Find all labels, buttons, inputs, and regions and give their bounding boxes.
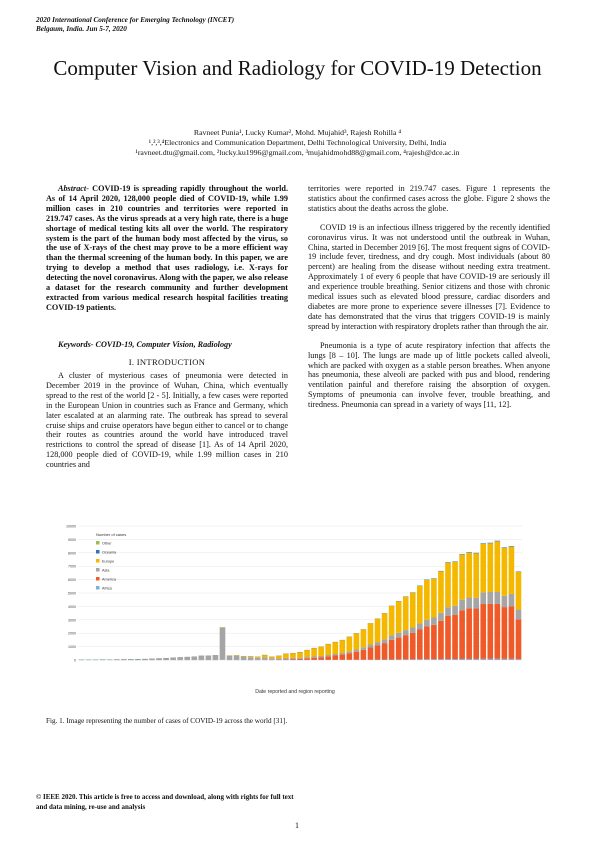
author-names: Ravneet Punia¹, Lucky Kumar², Mohd. Mujahid³, Rajesh Rohilla ⁴ <box>193 128 402 137</box>
legend-swatch <box>96 559 100 563</box>
legend-swatch <box>96 550 100 554</box>
legend-swatch <box>96 541 100 545</box>
bar-segment-africa <box>487 659 493 660</box>
bar-segment-america <box>382 643 388 659</box>
bar-segment-asia <box>375 642 381 645</box>
bar-segment-america <box>445 616 451 659</box>
bar-segment-europe <box>396 601 402 633</box>
bar-segment-africa <box>396 659 402 660</box>
conference-header <box>36 16 234 34</box>
bar-segment-europe <box>438 571 444 612</box>
bar-segment-asia <box>318 656 324 657</box>
bar-segment-europe <box>410 593 416 628</box>
bar-segment-america <box>424 626 430 659</box>
bar-segment-america <box>304 658 310 660</box>
bar-segment-america <box>403 635 409 659</box>
bar-segment-africa <box>424 659 430 660</box>
bar-segment-asia <box>220 628 226 660</box>
bar-segment-america <box>431 625 437 659</box>
bar-segment-asia <box>445 607 451 616</box>
bar-segment-asia <box>149 659 155 660</box>
bar-segment-africa <box>473 659 479 660</box>
keywords-text: Keywords- COVID-19, Computer Vision, Radiology <box>58 340 232 349</box>
bar-segment-asia <box>269 658 275 659</box>
bar-segment-asia <box>241 657 247 660</box>
bar-segment-europe <box>262 655 268 657</box>
chart-bars <box>79 541 522 660</box>
y-tick-label: 9000 <box>68 537 76 542</box>
bar-segment-oceania <box>466 552 472 553</box>
bar-segment-africa <box>410 659 416 660</box>
y-axis-ticks <box>66 525 76 663</box>
bar-segment-europe <box>361 629 367 647</box>
bar-segment-asia <box>262 657 268 659</box>
bar-segment-asia <box>311 657 317 658</box>
paragraph: COVID 19 is an infectious illness triggered by the recently identified coronavirus virus. It was not understood until the outbreak in Wuhan, China, started in December 2019 [6]. The most frequent signs of COVID-19 include fever, tiredness, and dry cough. Most individuals (about 80 percent) are healing from the disease without needing extra treatment. Approximately 1 of every 6 people that have COVID-19 are seriously ill and experience trouble breathing. Senior citizens and those with chronic medical issues such as elevated blood pressure, cardiac disorders and diabetes are more prone to experience severe illnesses [7]. Evidence to date has demonstrated that the virus that triggers COVID-19 is mainly spread by interaction with respiratory droplets rather than through the air. <box>308 222 551 331</box>
copyright-notice: © IEEE 2020. This article is free to access and download, along with rights for full text and data mining, re-use and analysis <box>36 793 294 811</box>
author-emails: ¹ravneet.dtu@gmail.com, ²lucky.ku1996@gmail.com, ³mujahidmohd88@gmail.com, ⁴rajesh@dce.ac.in <box>135 148 460 157</box>
bar-segment-asia <box>325 655 331 656</box>
bar-segment-asia <box>502 596 508 607</box>
y-tick-label: 7000 <box>68 564 76 569</box>
bar-segment-america <box>354 652 360 660</box>
bar-segment-asia <box>156 658 162 660</box>
y-tick-label: 0 <box>74 658 76 663</box>
bar-segment-asia <box>424 620 430 626</box>
y-tick-label: 8000 <box>68 551 76 556</box>
bar-segment-america <box>325 656 331 660</box>
bar-segment-africa <box>389 659 395 660</box>
bar-segment-asia <box>283 658 289 659</box>
page-number: 1 <box>295 821 299 830</box>
bar-segment-europe <box>325 644 331 655</box>
conference-location: Belgaum, India. Jun 5-7, 2020 <box>36 25 127 33</box>
bar-segment-europe <box>375 619 381 642</box>
bar-segment-asia <box>290 658 296 659</box>
y-tick-label: 2000 <box>68 631 76 636</box>
bar-segment-america <box>375 645 381 659</box>
bar-segment-africa <box>438 659 444 660</box>
bar-segment-america <box>361 650 367 660</box>
bar-segment-europe <box>311 648 317 657</box>
figure-1-chart <box>60 520 526 700</box>
bar-segment-america <box>283 659 289 660</box>
y-tick-label: 6000 <box>68 578 76 583</box>
bar-segment-america <box>347 653 353 660</box>
legend-label: Asia <box>102 568 110 573</box>
legend-label: America <box>102 577 116 582</box>
bar-segment-europe <box>304 650 310 657</box>
bar-segment-america <box>459 610 465 659</box>
bar-segment-africa <box>466 659 472 660</box>
bar-segment-america <box>509 606 515 658</box>
legend-label: Other <box>102 541 112 546</box>
bar-segment-america <box>368 647 374 659</box>
chart-legend <box>96 532 126 591</box>
bar-segment-asia <box>227 656 233 660</box>
bar-segment-asia <box>206 656 212 660</box>
bar-segment-america <box>473 609 479 659</box>
bar-segment-america <box>389 640 395 660</box>
intro-left-column <box>46 371 288 470</box>
bar-segment-africa <box>516 659 522 660</box>
bar-segment-asia <box>487 592 493 604</box>
bar-segment-asia <box>332 654 338 655</box>
paragraph: A cluster of mysterious cases of pneumonia were detected in December 2019 in the province of Wuhan, China, which eventually spread to the rest of the world [2 - 5]. Initially, a few cases were reported in the European Union in countries such as France and Germany, which later escalated at an alarming rate. The outbreak has spread to several cruise ships and cruise operators have begun either to cancel or to change their routes as countries around the world have introduced travel restrictions to control the spread of disease [1]. As of 14 April 2020, 128,000 people died of COVID-19, while 1.99 million cases in 210 countries and <box>46 371 288 470</box>
y-tick-label: 10000 <box>66 524 76 529</box>
bar-segment-africa <box>417 659 423 660</box>
bar-segment-asia <box>255 658 261 660</box>
bar-segment-oceania <box>502 547 508 548</box>
intro-right-column <box>308 184 550 410</box>
bar-segment-asia <box>410 628 416 633</box>
bar-segment-africa <box>502 659 508 660</box>
bar-segment-europe <box>516 572 522 610</box>
bar-segment-oceania <box>480 543 486 544</box>
abstract <box>46 184 288 313</box>
bar-segment-asia <box>382 639 388 643</box>
abstract-lead: Abstract- <box>58 184 89 193</box>
bar-segment-europe <box>403 597 409 630</box>
legend-swatch <box>96 577 100 581</box>
bar-segment-africa <box>495 659 501 660</box>
bar-segment-europe <box>339 640 345 653</box>
bar-segment-america <box>466 608 472 659</box>
bar-segment-europe <box>290 653 296 658</box>
bar-segment-africa <box>403 659 409 660</box>
bar-segment-europe <box>480 544 486 592</box>
bar-segment-asia <box>199 656 205 660</box>
stacked-bar-chart <box>60 520 526 700</box>
bar-segment-asia <box>368 645 374 648</box>
bar-segment-asia <box>417 624 423 630</box>
bar-segment-europe <box>466 553 472 598</box>
bar-segment-america <box>297 659 303 660</box>
bar-segment-america <box>410 633 416 659</box>
bar-segment-oceania <box>495 541 501 542</box>
bar-segment-europe <box>354 633 360 649</box>
bar-segment-asia <box>509 594 515 607</box>
bar-segment-asia <box>339 653 345 655</box>
bar-segment-africa <box>445 659 451 660</box>
bar-segment-asia <box>495 592 501 604</box>
figure-caption: Fig. 1. Image representing the number of cases of COVID-19 across the world [31]. <box>46 717 288 725</box>
bar-segment-europe <box>318 647 324 656</box>
bar-segment-america <box>516 619 522 659</box>
bar-segment-africa <box>459 659 465 660</box>
bar-segment-america <box>480 604 486 659</box>
section-heading: I. INTRODUCTION <box>128 357 206 367</box>
bar-segment-asia <box>347 651 353 653</box>
legend-title: Number of cases <box>96 532 127 537</box>
bar-segment-america <box>502 607 508 659</box>
bar-segment-europe <box>283 654 289 658</box>
bar-segment-europe <box>445 563 451 608</box>
bar-segment-america <box>417 630 423 660</box>
bar-segment-asia <box>361 647 367 649</box>
bar-segment-asia <box>438 613 444 621</box>
bar-segment-asia <box>297 658 303 659</box>
bar-segment-america <box>452 615 458 659</box>
bar-segment-africa <box>509 659 515 660</box>
bar-segment-europe <box>473 553 479 597</box>
bar-segment-europe <box>347 637 353 652</box>
bar-segment-asia <box>276 658 282 659</box>
keywords <box>46 340 288 350</box>
bar-segment-oceania <box>473 553 479 554</box>
bar-segment-asia <box>248 657 254 660</box>
bar-segment-europe <box>495 541 501 592</box>
bar-segment-europe <box>297 652 303 658</box>
bar-segment-europe <box>431 579 437 618</box>
author-block <box>40 128 555 158</box>
bar-segment-asia <box>354 650 360 652</box>
paper-title: Computer Vision and Radiology for COVID-19 Detection <box>53 56 542 80</box>
bar-segment-europe <box>509 547 515 594</box>
bar-segment-europe <box>487 543 493 592</box>
y-tick-label: 1000 <box>68 645 76 650</box>
paragraph: Pneumonia is a type of acute respiratory infection that affects the lungs [8 – 10]. The lungs are made up of little pockets called alveoli, which are packed with oxygen as a stable person breathes. When anyone has pneumonia, these alveoli are packed with pus and blood, rendering ventilation painful and therefore raising the absorption of oxygen. Symptoms of pneumonia can involve fever, trouble breathing, and tiredness. Pneumonia can spread in a variety of ways [11, 12]. <box>308 340 550 410</box>
bar-segment-europe <box>382 613 388 639</box>
bar-segment-america <box>396 638 402 660</box>
bar-segment-oceania <box>459 554 465 555</box>
bar-segment-europe <box>502 548 508 596</box>
bar-segment-asia <box>213 655 219 660</box>
bar-segment-asia <box>191 657 197 660</box>
bar-segment-asia <box>403 630 409 635</box>
bar-segment-asia <box>459 600 465 611</box>
bar-segment-europe <box>276 656 282 659</box>
bar-segment-oceania <box>487 543 493 544</box>
bar-segment-africa <box>431 659 437 660</box>
legend-swatch <box>96 586 100 590</box>
bar-segment-europe <box>417 586 423 624</box>
bar-segment-africa <box>480 659 486 660</box>
y-tick-label: 3000 <box>68 618 76 623</box>
bar-segment-asia <box>177 657 183 660</box>
bar-segment-america <box>290 659 296 660</box>
bar-segment-asia <box>184 657 190 660</box>
bar-segment-america <box>339 655 345 660</box>
legend-label: Oceania <box>102 550 117 555</box>
bar-segment-america <box>495 604 501 659</box>
bar-segment-europe <box>459 555 465 600</box>
author-affiliation: ¹,²,³,⁴Electronics and Communication Department, Delhi Technological University, Delhi, India <box>148 138 447 147</box>
paragraph: territories were reported in 219.747 cases. Figure 1 represents the statistics about the confirmed cases across the globe. Figure 2 shows the statistics about the deaths across the globe. <box>308 184 550 213</box>
bar-segment-america <box>318 657 324 660</box>
bar-segment-europe <box>269 657 275 659</box>
bar-segment-asia <box>452 606 458 615</box>
bar-segment-asia <box>466 597 472 608</box>
bar-segment-africa <box>452 659 458 660</box>
bar-segment-america <box>311 658 317 660</box>
x-axis-label: Date reported and region reporting <box>255 689 335 695</box>
legend-swatch <box>96 568 100 572</box>
bar-segment-america <box>487 604 493 659</box>
abstract-body: COVID-19 is spreading rapidly throughout the world. As of 14 April 2020, 128,000 people died of COVID-19, while 1.99 million cases in 210 countries and territories were reported in 219.747 cases. As the virus spreads at a very high rate, there is a huge shortage of medical testing kits all over the world. The respiratory system is the part of the human body most affected by the virus, so the use of X-rays of the chest may prove to be a more efficient way than the thermal screening of the human body. In this paper, we are trying to develop a method that uses radiology, i.e. X-rays for detecting the novel coronavirus. Along with the paper, we also release a dataset for the research community and further development extracted from various medical research hospital facilities treating COVID-19 patients. <box>46 184 288 312</box>
bar-segment-oceania <box>509 546 515 547</box>
legend-label: Europe <box>102 559 115 564</box>
bar-segment-asia <box>389 636 395 640</box>
bar-segment-europe <box>389 606 395 636</box>
bar-segment-asia <box>431 617 437 624</box>
y-tick-label: 4000 <box>68 604 76 609</box>
bar-segment-europe <box>452 562 458 606</box>
bar-segment-asia <box>304 657 310 658</box>
legend-label: Africa <box>102 586 112 591</box>
bar-segment-asia <box>473 598 479 609</box>
bar-segment-europe <box>368 623 374 644</box>
bar-segment-america <box>438 621 444 659</box>
bar-segment-asia <box>480 592 486 604</box>
bar-segment-asia <box>170 658 176 660</box>
conference-name: 2020 International Conference for Emerging Technology (INCET) <box>36 16 235 24</box>
bar-segment-asia <box>234 656 240 660</box>
bar-segment-asia <box>516 610 522 620</box>
bar-segment-europe <box>424 580 430 620</box>
bar-segment-asia <box>396 633 402 638</box>
y-tick-label: 5000 <box>68 591 76 596</box>
bar-segment-asia <box>163 658 169 660</box>
bar-segment-europe <box>332 642 338 654</box>
bar-segment-america <box>332 655 338 659</box>
